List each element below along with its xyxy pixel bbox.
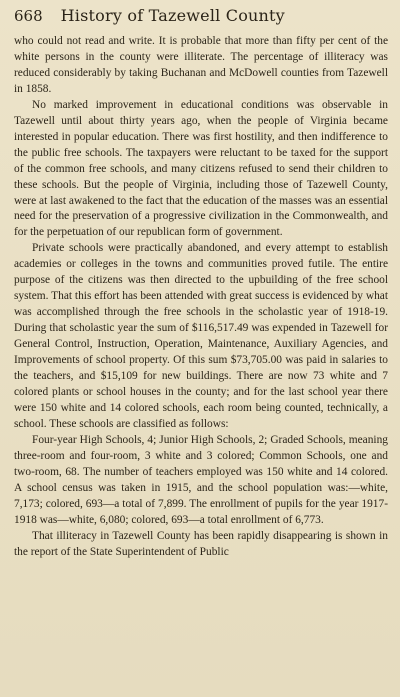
paragraph-continued: who could not read and write. It is probable that more than fifty per cent of the white persons in the county were illiterate. The percentage of illiteracy was reduced considerably by taking Buchanan and McDowell counties from Tazewell in 1858.	[14, 35, 388, 95]
page-number: 668	[14, 7, 43, 25]
running-title: History of Tazewell County	[60, 6, 285, 25]
paragraph-school-classification: Four-year High Schools, 4; Junior High Schools, 2; Graded Schools, meaning three-room and four-room, 3 white and 3 colored; Common Schools, one and two-room, 68. The number of teachers employed was 150 white and 14 colored. A school census was taken in 1915, and the school population was:—white, 7,173; colored, 693—a total of 7,899. The enrollment of pupils for the year 1917-1918 was—white, 6,080; colored, 693—a total enrollment of 6,773.	[14, 433, 388, 526]
paragraph-illiteracy: That illiteracy in Tazewell County has been rapidly disappearing is shown in the report of the State Superintendent of Public	[14, 529, 388, 558]
paragraph-private-schools: Private schools were practically abandoned, and every attempt to establish academies or colleges in the towns and communities proved futile. The entire purpose of the citizens was then directed to the upbuilding of the free school system. That this effort has been attended with great success is evidenced by what was accomplished through the free schools in the scholastic year of 1918-19. During that scholastic year the sum of $116,517.49 was expended in Tazewell for General Control, Instruction, Operation, Maintenance, Auxiliary Agencies, and Improvements of school property. Of this sum $73,705.00 was paid in salaries to the teachers, and $15,109 for new buildings. There are now 73 white and 7 colored plants or school houses in the county; and for the last school year there were 150 white and 14 colored schools, each room being counted, technically, a school. These schools are classified as follows:	[14, 242, 388, 430]
body-text	[14, 34, 388, 560]
paragraph-educational-conditions: No marked improvement in educational conditions was observable in Tazewell until about thirty years ago, when the people of Virginia became interested in popular education. There was first hostility, and then indifference to the public free schools. The taxpayers were reluctant to be taxed for the support of the common free schools, and many citizens refused to send their children to these schools. But the people of Virginia, including those of Tazewell County, were at last awakened to the fact that the education of the masses was an essential need for the preservation of a progressive civilization in the Commonwealth, and for the perpetuation of our republican form of government.	[14, 98, 388, 239]
page-header	[14, 6, 388, 34]
